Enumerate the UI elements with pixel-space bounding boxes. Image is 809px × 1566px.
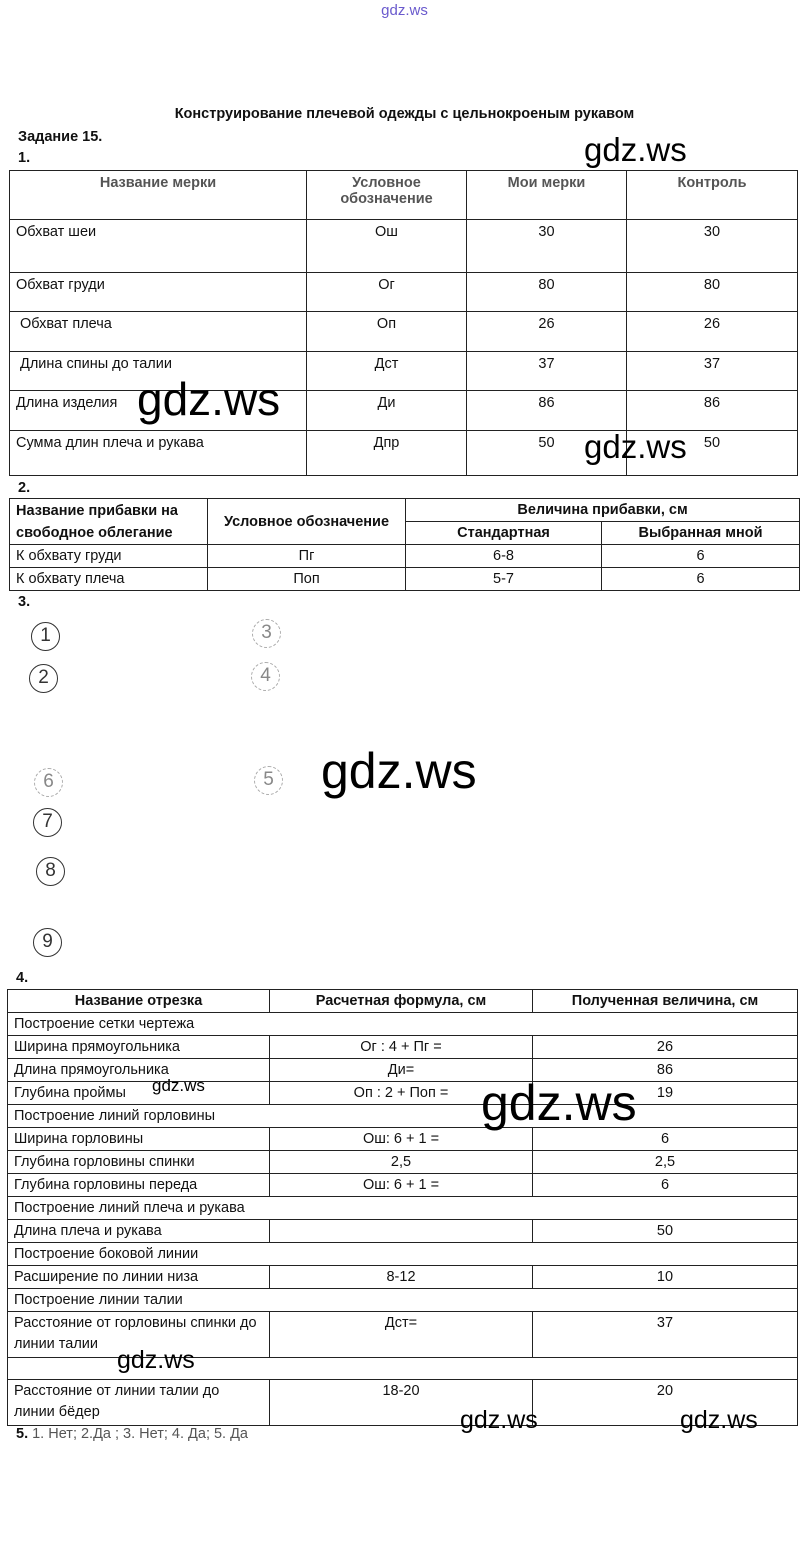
section-5-text: 1. Нет; 2.Да ; 3. Нет; 4. Да; 5. Да [28, 1426, 249, 1442]
segment-formula: Ош: 6 + 1 = [270, 1174, 533, 1197]
segment-value: 20 [533, 1380, 798, 1426]
section-row [8, 1289, 798, 1312]
section-5-label: 5. [16, 1426, 29, 1442]
allowance-name: К обхвату груди [10, 545, 208, 568]
header-measure-name: Название мерки [10, 171, 307, 220]
measure-mine: 80 [467, 273, 627, 312]
allowance-symbol: Пг [208, 545, 406, 568]
circle-number-8: 8 [36, 857, 65, 886]
document-title: Конструирование плечевой одежды с цельнокроеным рукавом [174, 106, 635, 122]
measurement-row [10, 312, 798, 352]
segment-name: Глубина горловины спинки [8, 1151, 270, 1174]
header-standard: Стандартная [406, 522, 602, 545]
segment-name: Расстояние от линии талии до линии бёдер [8, 1380, 270, 1426]
allowance-standard: 5-7 [406, 568, 602, 591]
section-5-answers [16, 1426, 248, 1442]
circle-number-1: 1 [31, 622, 60, 651]
section-3-label: 3. [18, 594, 31, 610]
segment-row [8, 1059, 798, 1082]
segment-formula: 2,5 [270, 1151, 533, 1174]
measure-control: 86 [627, 391, 798, 431]
measure-mine: 26 [467, 312, 627, 352]
segment-formula: Ог : 4 + Пг = [270, 1036, 533, 1059]
segment-value: 26 [533, 1036, 798, 1059]
segment-formula [270, 1220, 533, 1243]
measure-symbol: Оп [307, 312, 467, 352]
measure-symbol: Ог [307, 273, 467, 312]
segment-row [8, 1128, 798, 1151]
header-symbol: Условное обозначение [208, 499, 406, 545]
measure-symbol: Дст [307, 352, 467, 391]
segment-value: 6 [533, 1174, 798, 1197]
watermark: gdz.ws [137, 373, 281, 425]
measure-control: 80 [627, 273, 798, 312]
segment-value: 19 [533, 1082, 798, 1105]
task-label: Задание 15. [18, 129, 103, 145]
measurement-row [10, 352, 798, 391]
watermark: gdz.ws [460, 1406, 538, 1434]
header-allowance-name: Название прибавки на свободное облегание [10, 499, 208, 545]
measure-mine: 37 [467, 352, 627, 391]
segment-value: 37 [533, 1312, 798, 1358]
section-1-label: 1. [18, 150, 31, 166]
section-title: Построение линии талии [8, 1289, 798, 1312]
segment-row [8, 1380, 798, 1426]
header-result: Полученная величина, см [533, 990, 798, 1013]
segment-formula: Ди= [270, 1059, 533, 1082]
allowance-standard: 6-8 [406, 545, 602, 568]
segment-name: Длина плеча и рукава [8, 1220, 270, 1243]
allowances-table [9, 498, 800, 591]
circle-number-5: 5 [254, 766, 283, 795]
circle-number-7: 7 [33, 808, 62, 837]
segment-value: 10 [533, 1266, 798, 1289]
segment-name: Длина прямоугольника [8, 1059, 270, 1082]
section-row [8, 1197, 798, 1220]
segment-formula: Оп : 2 + Поп = [270, 1082, 533, 1105]
section-4-label: 4. [16, 970, 29, 986]
watermark: gdz.ws [680, 1406, 758, 1434]
segment-row [8, 1220, 798, 1243]
measure-name: Длина спины до талии [10, 352, 307, 391]
measure-mine: 30 [467, 220, 627, 273]
section-row [8, 1243, 798, 1266]
segment-formula: Дст= [270, 1312, 533, 1358]
section-2-label: 2. [18, 480, 31, 496]
measurement-row [10, 273, 798, 312]
segment-row [8, 1174, 798, 1197]
measure-control: 37 [627, 352, 798, 391]
measure-name: Обхват плеча [10, 312, 307, 352]
header-control: Контроль [627, 171, 798, 220]
header-allowance-value: Величина прибавки, см [406, 499, 800, 522]
header-my-measures: Мои мерки [467, 171, 627, 220]
table-header-row [10, 171, 798, 220]
header-symbol: Условное обозначение [307, 171, 467, 220]
measure-name: Обхват шеи [10, 220, 307, 273]
segment-row [8, 1266, 798, 1289]
segment-value: 6 [533, 1128, 798, 1151]
watermark: gdz.ws [117, 1346, 195, 1374]
table-header-row [10, 499, 800, 522]
section-row [8, 1105, 798, 1128]
measure-symbol: Ош [307, 220, 467, 273]
header-chosen: Выбранная мной [602, 522, 800, 545]
measure-control: 30 [627, 220, 798, 273]
segment-value: 2,5 [533, 1151, 798, 1174]
circle-number-2: 2 [29, 664, 58, 693]
allowance-name: К обхвату плеча [10, 568, 208, 591]
segment-name: Глубина проймы [8, 1082, 270, 1105]
segment-value: 86 [533, 1059, 798, 1082]
circle-number-6: 6 [34, 768, 63, 797]
section-title: Построение боковой линии [8, 1243, 798, 1266]
watermark: gdz.ws [584, 131, 687, 168]
segment-value: 50 [533, 1220, 798, 1243]
segment-name: Расширение по линии низа [8, 1266, 270, 1289]
section-title: Построение сетки чертежа [8, 1013, 798, 1036]
segment-row [8, 1082, 798, 1105]
section-title: Построение линий плеча и рукава [8, 1197, 798, 1220]
section-row [8, 1013, 798, 1036]
measure-mine: 50 [467, 431, 627, 476]
segment-name: Глубина горловины переда [8, 1174, 270, 1197]
segment-name: Расстояние от горловины спинки до линии талии [8, 1312, 270, 1358]
allowance-chosen: 6 [602, 568, 800, 591]
section-title: Построение линий горловины [8, 1105, 798, 1128]
segment-name: Ширина прямоугольника [8, 1036, 270, 1059]
allowance-symbol: Поп [208, 568, 406, 591]
segment-formula: 18-20 [270, 1380, 533, 1426]
segment-row [8, 1036, 798, 1059]
circle-number-4: 4 [251, 662, 280, 691]
segment-formula: 8-12 [270, 1266, 533, 1289]
measure-name: Сумма длин плеча и рукава [10, 431, 307, 476]
segment-row [8, 1151, 798, 1174]
table-header-row [8, 990, 798, 1013]
watermark: gdz.ws [584, 428, 687, 465]
segment-formula: Ош: 6 + 1 = [270, 1128, 533, 1151]
measure-control: 26 [627, 312, 798, 352]
header-segment-name: Название отрезка [8, 990, 270, 1013]
measurement-row [10, 220, 798, 273]
measurement-row [10, 391, 798, 431]
circle-number-9: 9 [33, 928, 62, 957]
circle-number-3: 3 [252, 619, 281, 648]
measure-name: Длина изделия [10, 391, 307, 431]
header-formula: Расчетная формула, см [270, 990, 533, 1013]
segment-name: Ширина горловины [8, 1128, 270, 1151]
measure-symbol: Ди [307, 391, 467, 431]
measure-symbol: Дпр [307, 431, 467, 476]
measure-control: 50 [627, 431, 798, 476]
watermark: gdz.ws [321, 743, 477, 799]
allowance-chosen: 6 [602, 545, 800, 568]
top-watermark: gdz.ws [381, 2, 428, 19]
allowance-row [10, 568, 800, 591]
watermark: gdz.ws [152, 1076, 205, 1095]
measure-mine: 86 [467, 391, 627, 431]
allowance-row [10, 545, 800, 568]
measure-name: Обхват груди [10, 273, 307, 312]
watermark: gdz.ws [481, 1075, 637, 1131]
